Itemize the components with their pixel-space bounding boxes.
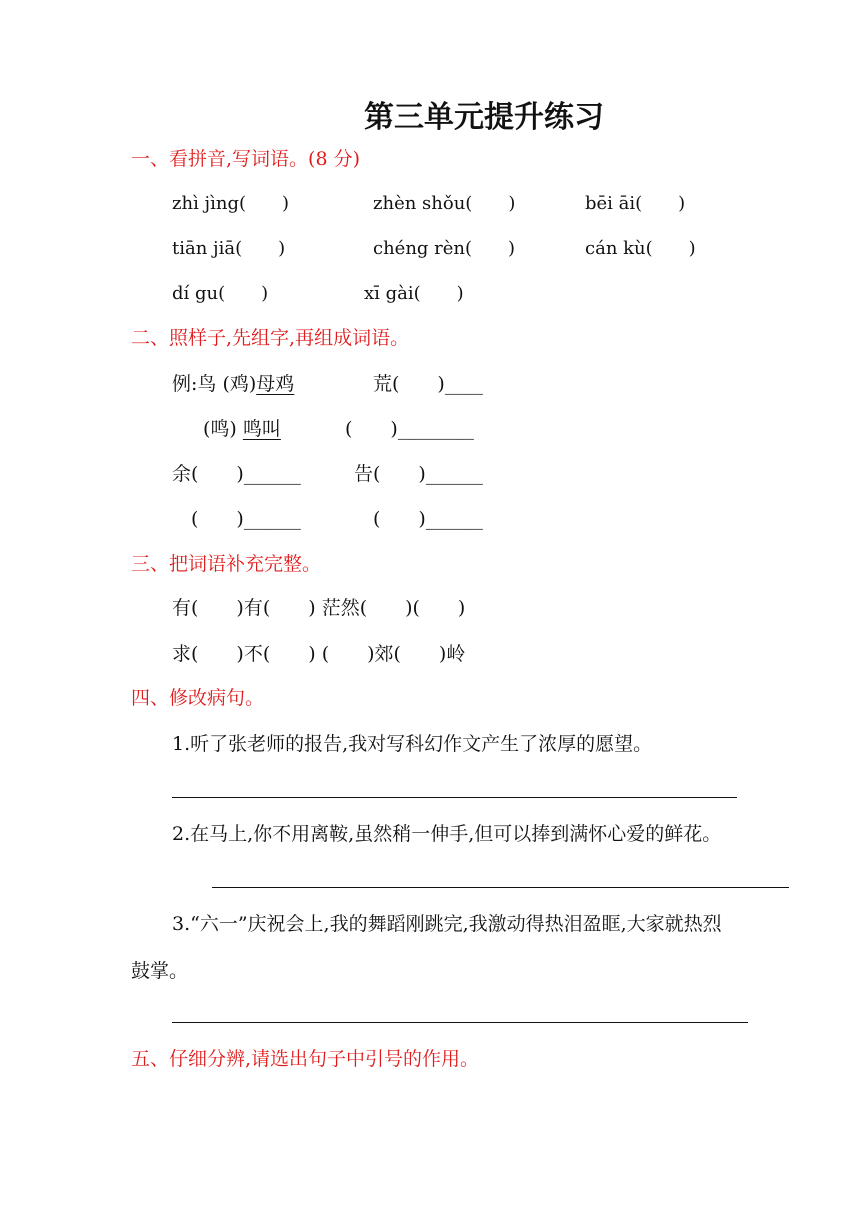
idiom-row: 有( )有( ) 茫然( )( ) (172, 597, 466, 619)
pinyin-item: dí gu( ) (172, 283, 269, 304)
answer-line[interactable] (172, 1022, 748, 1023)
answer-line[interactable] (172, 797, 737, 798)
example-row-2 (203, 420, 281, 439)
section-5-heading: 五、仔细分辨,请选出句子中引号的作用。 (131, 1048, 480, 1070)
example-prefix: 例:鸟 (鸡) (172, 373, 257, 395)
fill-blank: ( )______ (191, 508, 301, 530)
answer-line[interactable] (212, 887, 789, 888)
sentence-3: 3.“六一”庆祝会上,我的舞蹈刚跳完,我激动得热泪盈眶,大家就热烈 (172, 913, 722, 935)
page-title: 第三单元提升练习 (364, 100, 604, 135)
section-4-heading: 四、修改病句。 (131, 687, 265, 709)
section-1-heading: 一、看拼音,写词语。(8 分) (131, 148, 360, 170)
pinyin-item: zhèn shǒu( ) (373, 193, 516, 214)
pinyin-item: chéng rèn( ) (373, 238, 516, 259)
idiom-row: 求( )不( ) ( )郊( )岭 (172, 643, 466, 665)
fill-blank: 荒( )____ (373, 373, 483, 395)
pinyin-item: tiān jiā( ) (172, 238, 286, 259)
pinyin-item: cán kù( ) (585, 238, 696, 259)
fill-blank: 告( )______ (354, 463, 483, 485)
example-bracket: (鸣) (203, 418, 237, 440)
section-2-heading: 二、照样子,先组字,再组成词语。 (131, 327, 410, 349)
sentence-2: 2.在马上,你不用离鞍,虽然稍一伸手,但可以捧到满怀心爱的鲜花。 (172, 823, 722, 845)
sentence-1: 1.听了张老师的报告,我对写科幻作文产生了浓厚的愿望。 (172, 733, 653, 755)
fill-blank: ( )________ (345, 418, 474, 440)
fill-blank: ( )______ (373, 508, 483, 530)
example-word: 鸣叫 (242, 418, 281, 440)
pinyin-item: xī gài( ) (364, 283, 464, 304)
fill-blank: 余( )______ (172, 463, 301, 485)
sentence-3-continued: 鼓掌。 (131, 960, 189, 982)
section-3-heading: 三、把词语补充完整。 (131, 553, 322, 575)
pinyin-item: bēi āi( ) (585, 193, 686, 214)
example-row-1 (172, 375, 294, 394)
pinyin-item: zhì jìng( ) (172, 193, 290, 214)
example-word: 母鸡 (256, 373, 295, 395)
